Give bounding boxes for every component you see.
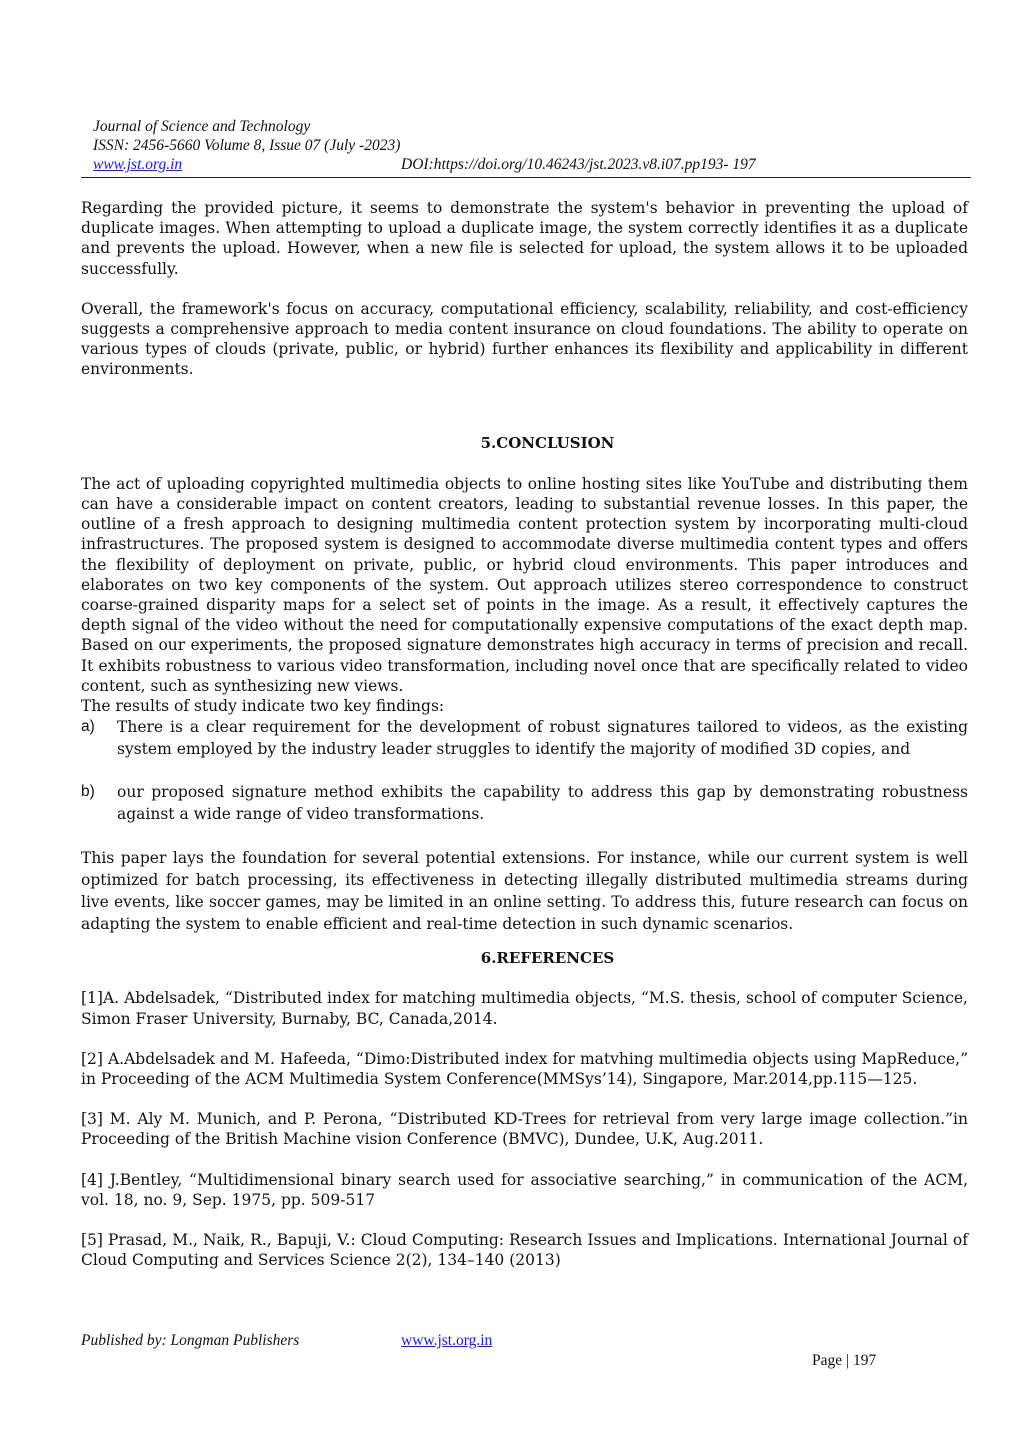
- list-marker: b): [81, 783, 95, 801]
- list-text: our proposed signature method exhibits the capability to address this gap by demonstrating robustness against a wide range of video transformations.: [117, 783, 968, 824]
- reference-item: [2] A.Abdelsadek and M. Hafeeda, “Dimo:Distributed index for matvhing multimedia objects using MapReduce,” in Proceeding of the ACM Multimedia System Conference(MMSys’14), Singapore, Mar.2014,pp.115—125.: [81, 1049, 968, 1089]
- list-text: There is a clear requirement for the development of robust signatures tailored to videos, as the existing system employed by the industry leader struggles to identify the majority of modified 3D copies, and: [117, 718, 968, 759]
- list-item: [81, 716, 968, 760]
- footer-publisher: Published by: Longman Publishers: [81, 1332, 300, 1349]
- reference-item: [3] M. Aly M. Munich, and P. Perona, “Distributed KD-Trees for retrieval from very large image collection.”in Proceeding of the British Machine vision Conference (BMVC), Dundee, U.K, Aug.2011.: [81, 1110, 968, 1149]
- page-number: Page | 197: [812, 1352, 877, 1369]
- reference-item: [5] Prasad, M., Naik, R., Bapuji, V.: Cloud Computing: Research Issues and Implications. International Journal of Cloud Computing and Services Science 2(2), 134–140 (2013): [81, 1231, 968, 1270]
- journal-title: Journal of Science and Technology: [93, 118, 311, 135]
- paragraph: Regarding the provided picture, it seems to demonstrate the system's behavior in preventing the upload of duplicate images. When attempting to upload a duplicate image, the system correctly identifies it as a duplicate and prevents the upload. However, when a new file is selected for upload, the system allows it to be uploaded successfully.: [81, 199, 968, 278]
- findings-intro: The results of study indicate two key findings:: [81, 697, 445, 716]
- section-heading-references: 6.REFERENCES: [480, 949, 615, 968]
- journal-issn: ISSN: 2456-5660 Volume 8, Issue 07 (July -2023): [93, 137, 401, 154]
- list-item: [81, 781, 968, 825]
- reference-item: [4] J.Bentley, “Multidimensional binary search used for associative searching,” in communication of the ACM, vol. 18, no. 9, Sep. 1975, pp. 509-517: [81, 1170, 968, 1209]
- paragraph: This paper lays the foundation for several potential extensions. For instance, while our current system is well optimized for batch processing, its effectiveness in detecting illegally distributed multimedia streams during live events, like soccer games, may be limited in an online setting. To address this, future research can focus on adapting the system to enable efficient and real-time detection in such dynamic scenarios.: [81, 849, 968, 934]
- header-divider: [81, 177, 971, 178]
- article-body: [81, 198, 968, 1271]
- reference-item: [1]A. Abdelsadek, “Distributed index for matching multimedia objects, “M.S. thesis, school of computer Science, Simon Fraser University, Burnaby, BC, Canada,2014.: [81, 989, 968, 1028]
- section-heading-conclusion: 5.CONCLUSION: [480, 433, 615, 452]
- page-header: [93, 117, 971, 174]
- footer-site-link[interactable]: www.jst.org.in: [401, 1332, 493, 1349]
- journal-site-link[interactable]: www.jst.org.in: [93, 156, 183, 173]
- list-marker: a): [81, 718, 95, 736]
- journal-doi: DOI:https://doi.org/10.46243/jst.2023.v8.i07.pp193- 197: [401, 156, 756, 173]
- paragraph: The act of uploading copyrighted multimedia objects to online hosting sites like YouTube and distributing them can have a considerable impact on content creators, leading to substantial revenue losses. In this paper, the outline of a fresh approach to designing multimedia content protection system by incorporating multi-cloud infrastructures. The proposed system is designed to accommodate diverse multimedia content types and offers the flexibility of deployment on private, public, or hybrid cloud environments. This paper introduces and elaborates on two key components of the system. Out approach utilizes stereo correspondence to construct coarse-grained disparity maps for a select set of points in the image. As a result, it effectively captures the depth signal of the video without the need for computationally expensive computations of the exact depth map. Based on our experiments, the proposed signature demonstrates high accuracy in terms of precision and recall. It exhibits robustness to various video transformation, including novel once that are specifically related to video content, such as synthesizing new views.: [81, 474, 968, 695]
- paragraph: Overall, the framework's focus on accuracy, computational efficiency, scalability, reliability, and cost-efficiency suggests a comprehensive approach to media content insurance on cloud foundations. The ability to operate on various types of clouds (private, public, or hybrid) further enhances its flexibility and applicability in different environments.: [81, 299, 968, 379]
